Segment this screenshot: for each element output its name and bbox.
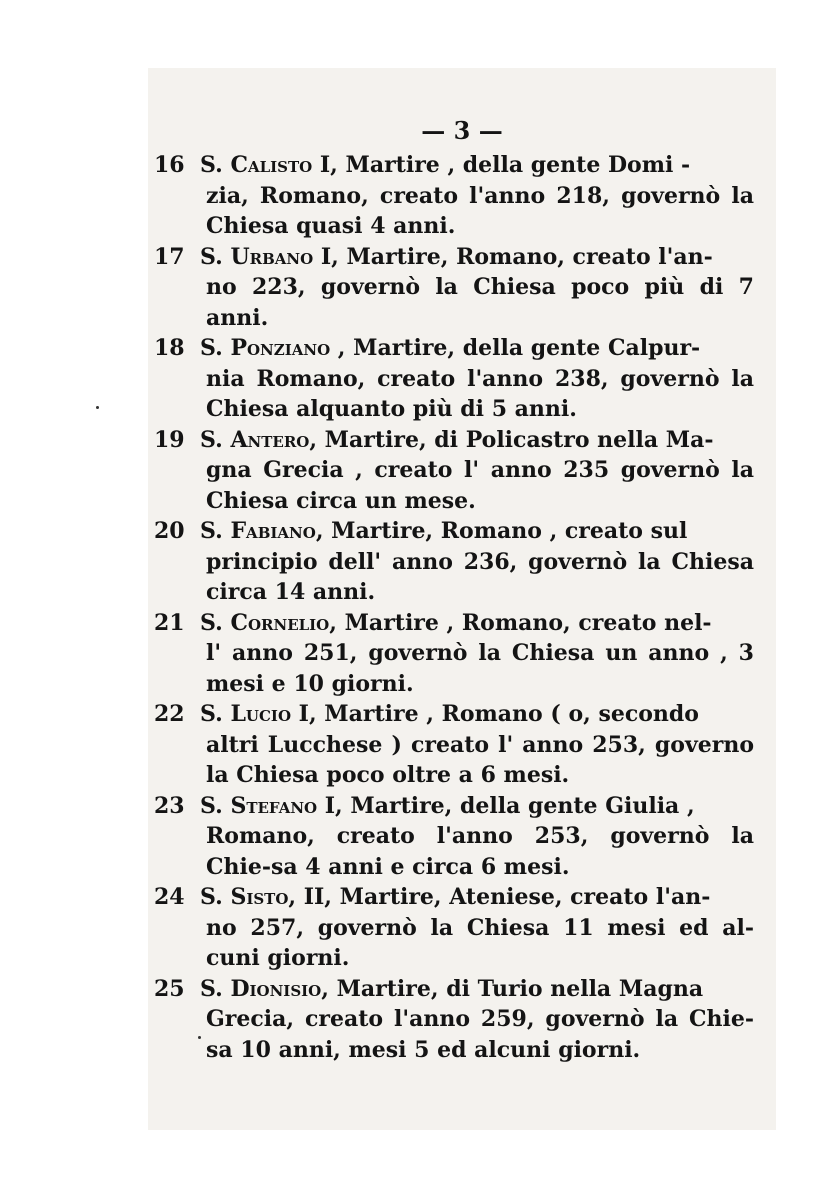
ink-speck (198, 1036, 201, 1039)
saint-prefix: S. (200, 152, 223, 178)
entry-number: 22 (154, 701, 185, 727)
entry-text (200, 150, 754, 242)
entry-text (200, 425, 754, 517)
entry-continuation: nia Romano, creato l'anno 238, governò la Chiesa alquanto più di 5 anni. (206, 365, 754, 422)
saint-prefix: S. (200, 335, 223, 361)
list-item (154, 516, 754, 608)
entry-first-line: , Martire, della gente Calpur- (330, 335, 701, 361)
list-item (154, 242, 754, 334)
pope-name: Lucio (230, 701, 292, 727)
entry-first-line: , Martire, di Policastro nella Ma- (309, 426, 714, 453)
list-item (154, 699, 754, 791)
pope-name: Ponziano (230, 335, 331, 361)
pope-name: Stefano (230, 792, 318, 819)
entry-first-line: , Martire , Romano, creato nel- (329, 609, 712, 636)
list-item (154, 150, 754, 242)
list-item (154, 425, 754, 517)
entry-continuation: no 223, governò la Chiesa poco più di 7 anni. (206, 274, 754, 331)
entry-text (200, 882, 754, 974)
entry-continuation: no 257, governò la Chiesa 11 mesi ed al-cuni giorni. (206, 914, 754, 971)
entry-text (200, 333, 754, 425)
entry-number: 19 (154, 426, 185, 453)
saint-prefix: S. (200, 518, 223, 544)
saint-prefix: S. (200, 884, 223, 910)
entry-first-line: , Martire, di Turio nella Magna (321, 975, 704, 1002)
entry-text (200, 516, 754, 608)
pope-list (154, 150, 754, 1065)
pope-name: Calisto (230, 152, 313, 178)
entry-first-line: , II, Martire, Ateniese, creato l'an- (288, 884, 711, 910)
entry-first-line: I, Martire , Romano ( o, secondo (291, 701, 699, 727)
saint-prefix: S. (200, 701, 223, 727)
entry-text (200, 699, 754, 791)
saint-prefix: S. (200, 792, 223, 819)
list-item (154, 608, 754, 700)
entry-continuation: principio dell' anno 236, governò la Chiesa circa 14 anni. (206, 548, 754, 605)
pope-name: Fabiano (230, 518, 316, 544)
pope-name: Dionisio (230, 975, 322, 1002)
entry-number: 18 (154, 335, 185, 361)
saint-prefix: S. (200, 426, 223, 453)
entry-continuation: zia, Romano, creato l'anno 218, governò la Chiesa quasi 4 anni. (206, 182, 754, 239)
saint-prefix: S. (200, 975, 223, 1002)
entry-continuation: Romano, creato l'anno 253, governò la Chie-sa 4 anni e circa 6 mesi. (206, 823, 754, 880)
book-page (148, 68, 776, 1130)
entry-text (200, 791, 754, 883)
entry-first-line: I, Martire , della gente Domi - (312, 152, 691, 178)
saint-prefix: S. (200, 609, 223, 636)
entry-first-line: , Martire, Romano , creato sul (315, 518, 688, 544)
pope-name: Urbano (230, 243, 314, 270)
entry-text (200, 974, 754, 1066)
list-item (154, 333, 754, 425)
entry-continuation: l' anno 251, governò la Chiesa un anno , 3 mesi e 10 giorni. (206, 640, 754, 697)
entry-continuation: gna Grecia , creato l' anno 235 governò la Chiesa circa un mese. (206, 457, 754, 514)
list-item (154, 791, 754, 883)
entry-first-line: I, Martire, Romano, creato l'an- (313, 243, 713, 270)
entry-number: 20 (154, 518, 185, 544)
entry-number: 24 (154, 884, 185, 910)
entry-number: 17 (154, 243, 185, 270)
entry-text (200, 242, 754, 334)
list-item (154, 974, 754, 1066)
entry-number: 16 (154, 152, 185, 178)
entry-first-line: I, Martire, della gente Giulia , (317, 792, 695, 819)
list-item (154, 882, 754, 974)
pope-name: Sisto (230, 884, 289, 910)
ink-speck (96, 406, 99, 409)
entry-continuation: Grecia, creato l'anno 259, governò la Chie-sa 10 anni, mesi 5 ed alcuni giorni. (206, 1006, 754, 1063)
entry-number: 23 (154, 792, 185, 819)
entry-number: 21 (154, 609, 185, 636)
entry-continuation: altri Lucchese ) creato l' anno 253, governo la Chiesa poco oltre a 6 mesi. (206, 731, 754, 788)
entry-text (200, 608, 754, 700)
pope-name: Antero (230, 426, 310, 453)
page-number: — 3 — (421, 116, 503, 145)
entry-number: 25 (154, 975, 185, 1002)
pope-name: Cornelio (230, 609, 330, 636)
saint-prefix: S. (200, 243, 223, 270)
